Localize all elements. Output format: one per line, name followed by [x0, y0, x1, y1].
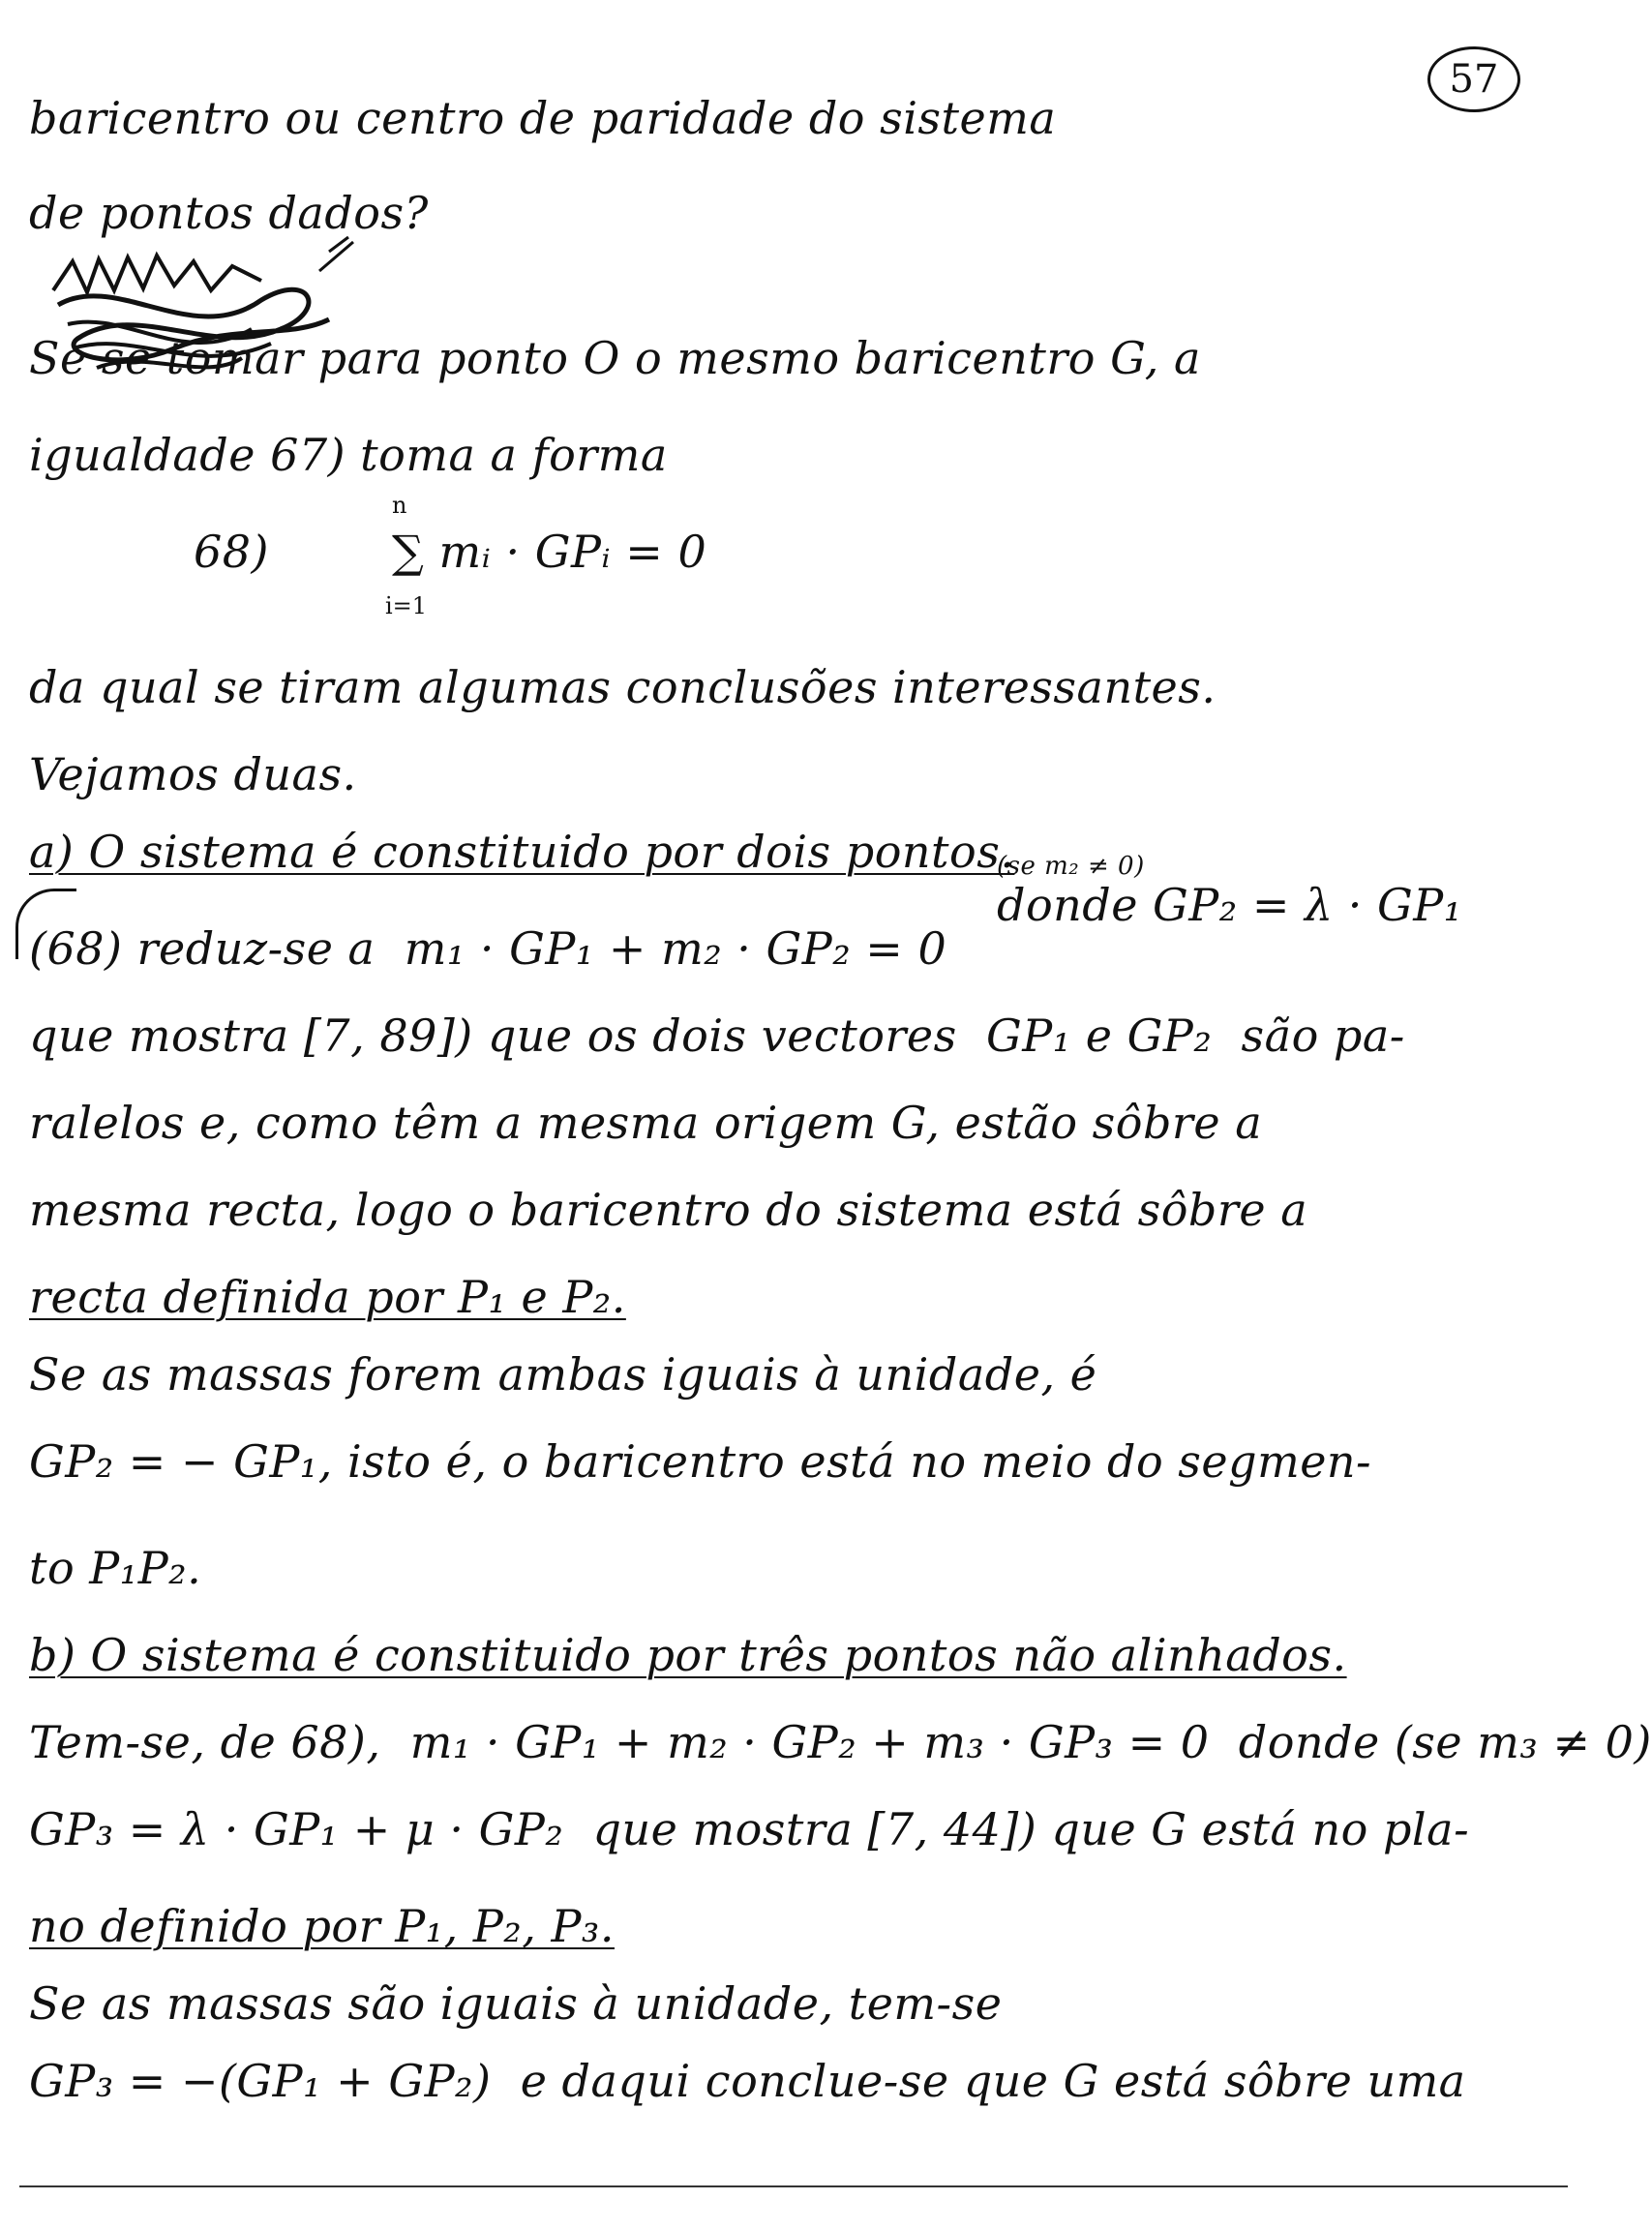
text-line-19: no definido por P₁, P₂, P₃.: [29, 1900, 615, 1952]
text-line-10: ralelos e, como têm a mesma origem G, estão sôbre a: [29, 1097, 1263, 1149]
text-line-13: Se as massas forem ambas iguais à unidade, é: [29, 1348, 1097, 1401]
text-line-2: de pontos dados?: [29, 187, 429, 239]
text-line-18: GP₃ = λ · GP₁ + μ · GP₂ que mostra [7, 44]) que G está no pla-: [29, 1803, 1470, 1855]
text-line-14: GP₂ = − GP₁, isto é, o baricentro está no meio do segmen-: [29, 1435, 1372, 1488]
text-line-1: baricentro ou centro de paridade do sistema: [29, 92, 1057, 144]
text-line-3: Se se tomar para ponto O o mesmo baricentro G, a: [29, 332, 1201, 384]
page-bottom-edge: [19, 2185, 1568, 2187]
text-line-12: recta definida por P₁ e P₂.: [29, 1271, 626, 1323]
text-line-21: GP₃ = −(GP₁ + GP₂) e daqui conclue-se que G está sôbre uma: [29, 2055, 1466, 2107]
text-line-9: que mostra [7, 89]) que os dois vectores GP₁ e GP₂ são pa-: [29, 1010, 1405, 1062]
equation-a-donde: donde GP₂ = λ · GP₁: [997, 879, 1462, 931]
sum-lower-limit: i=1: [385, 592, 428, 619]
sum-upper-limit: n: [392, 492, 407, 519]
equation-b: m₁ · GP₁ + m₂ · GP₂ + m₃ · GP₃ = 0: [409, 1716, 1210, 1768]
condition-a: (se m₂ ≠ 0): [997, 852, 1145, 881]
text-line-20: Se as massas são iguais à unidade, tem-se: [29, 1977, 1003, 2030]
text-line-17: Tem-se, de 68), m₁ · GP₁ + m₂ · GP₂ + m₃ · GP₃ = 0 donde (se m₃ ≠ 0): [29, 1716, 1652, 1768]
text-line-8: (68) reduz-se a m₁ · GP₁ + m₂ · GP₂ = 0: [29, 922, 947, 975]
text-line-16: b) O sistema é constituido por três pontos não alinhados.: [29, 1629, 1347, 1681]
page-number: 57: [1427, 46, 1520, 112]
text-line-15: to P₁P₂.: [29, 1542, 202, 1594]
equation-68-label: 68): [194, 526, 269, 578]
equation-b2: GP₃ = λ · GP₁ + μ · GP₂: [29, 1803, 564, 1855]
equation-68: ∑ mᵢ · GPᵢ = 0: [392, 526, 707, 578]
text-line-5: da qual se tiram algumas conclusões interessantes.: [29, 661, 1216, 713]
equation-a: m₁ · GP₁ + m₂ · GP₂ = 0: [404, 922, 947, 975]
text-line-11: mesma recta, logo o baricentro do sistema está sôbre a: [29, 1184, 1308, 1236]
equation-symmetric: GP₂ = − GP₁: [29, 1435, 318, 1488]
text-line-6: Vejamos duas.: [29, 748, 357, 800]
equation-symmetric-3: GP₃ = −(GP₁ + GP₂): [29, 2055, 492, 2107]
text-line-4: igualdade 67) toma a forma: [29, 429, 668, 481]
text-line-7: a) O sistema é constituido por dois pontos.: [29, 826, 1015, 878]
